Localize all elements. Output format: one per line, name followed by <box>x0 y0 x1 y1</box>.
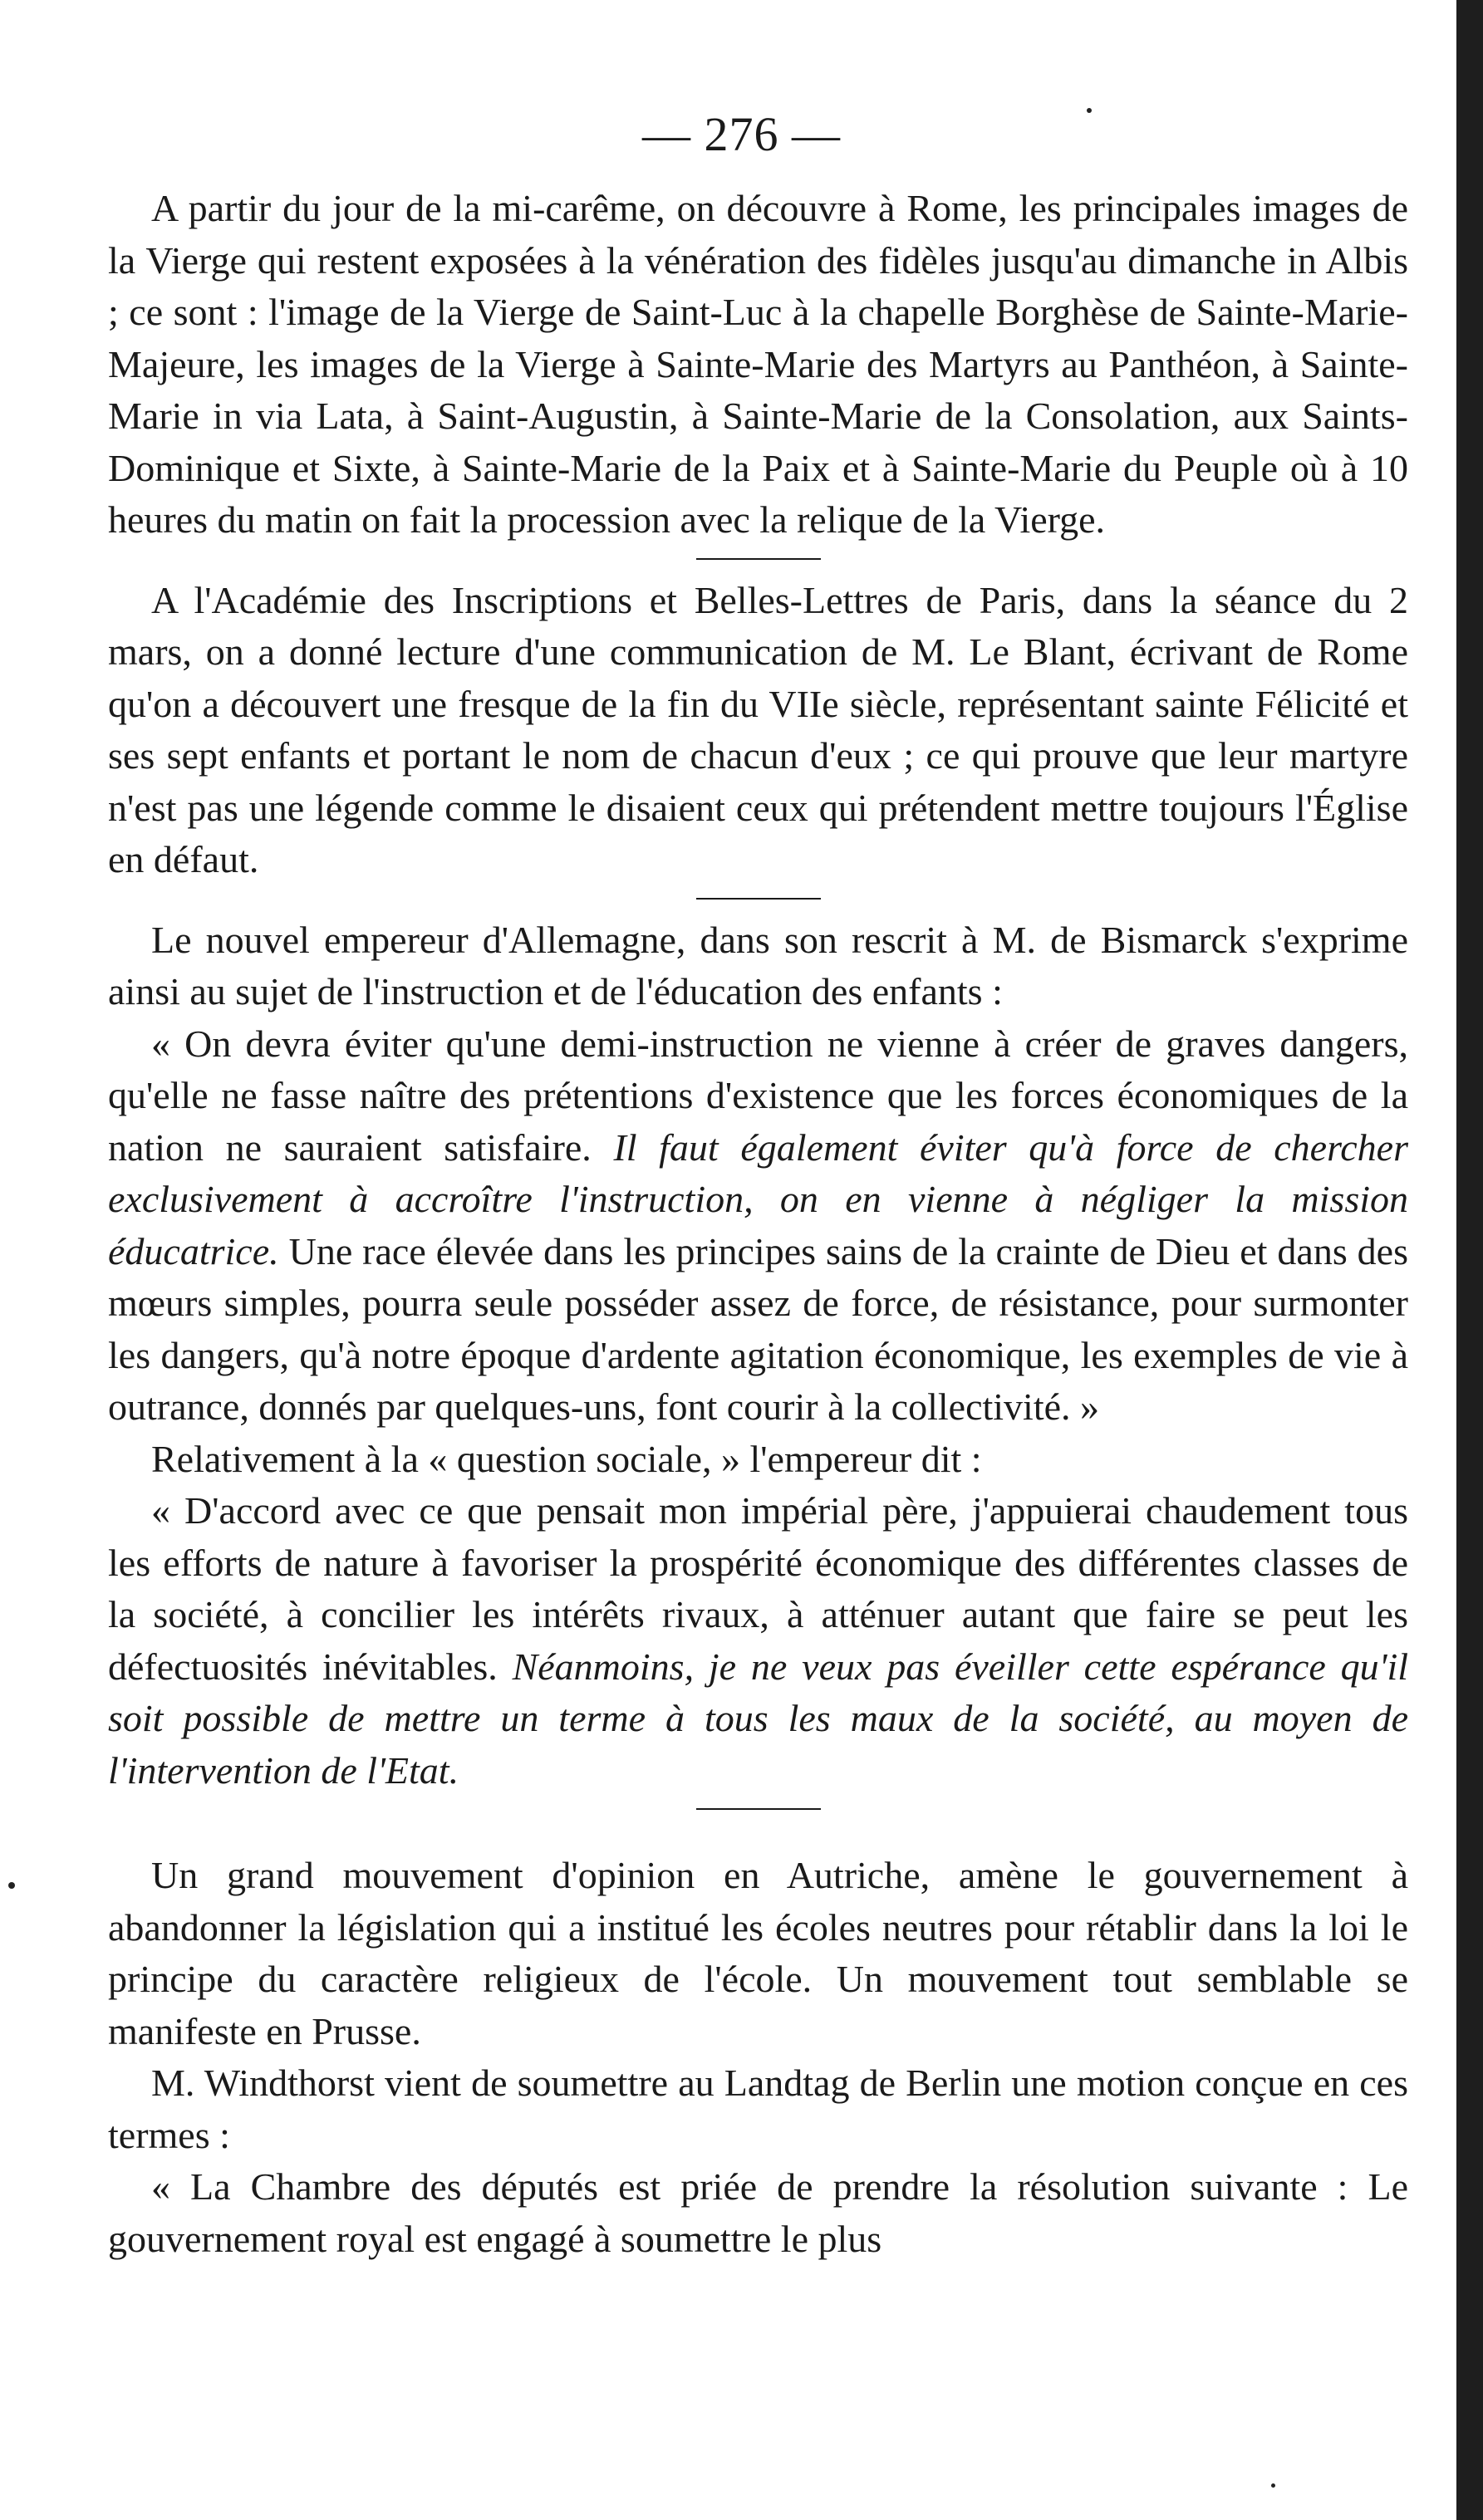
rescrit-quote-instruction <box>108 1018 1408 1434</box>
page-number: — 276 — <box>642 107 841 161</box>
rescrit-intro: Le nouvel empereur d'Allemagne, dans son rescrit à M. de Bismarck s'exprime ainsi au sujet de l'instruction et de l'éducation des enfants : <box>108 918 1408 1012</box>
article-ecoles-neutres <box>108 1850 1408 2265</box>
article-empereur-rescrit <box>108 914 1408 1797</box>
quote-italic-text: Néanmoins, je ne veux pas éveiller cette espérance qu'il soit possible de mettre un terme à tous les maux de la société, au moyen de l'intervention de l'Etat. <box>108 1645 1409 1792</box>
ecoles-paragraph: Un grand mouvement d'opinion en Autriche, amène le gouvernement à abandonner la législation qui a institué les écoles neutres pour rétablir dans la loi le principe du caractère religieux de l'école. Un mouvement tout semblable se manifeste en Prusse. <box>108 1854 1408 2052</box>
quote-italic-text: Il faut également éviter qu'à force de chercher exclusivement à accroître l'instruction, on en vienne à négliger la mission éducatrice. <box>108 1125 1408 1272</box>
windthorst-paragraph: M. Windthorst vient de soumettre au Landtag de Berlin une motion conçue en ces termes : <box>108 2062 1408 2156</box>
motion-paragraph: « La Chambre des députés est priée de prendre la résolution suivante : Le gouvernement royal est engagé à soumettre le plus <box>108 2165 1408 2260</box>
page-edge-shadow <box>1456 0 1483 2520</box>
quote-text: Une race élevée dans les principes sains de la crainte de Dieu et dans des mœurs simples, pourra seule posséder assez de force, de résistance, pour surmonter les dangers, qu'à notre époque d'ardente agitation économique, les exemples de vie à outrance, donnés par quelques-uns, font courir à la collectivité. » <box>108 1229 1408 1428</box>
article-rome-images: A partir du jour de la mi-carême, on découvre à Rome, les principales images de la Vierge qui restent exposées à la vénération des fidèles jusqu'au dimanche in Albis ; ce sont : l'image de la Vierge de Saint-Luc à la chapelle Borghèse de Sainte-Marie-Majeure, les images de la Vierge à Sainte-Marie des Martyrs au Panthéon, à Sainte-Marie in via Lata, à Saint-Augustin, à Sainte-Marie de la Consolation, aux Saints-Dominique et Sixte, à Sainte-Marie de la Paix et à Sainte-Marie du Peuple où à 10 heures du matin on fait la procession avec la relique de la Vierge. <box>108 187 1408 541</box>
rescrit-transition: Relativement à la « question sociale, » l'empereur dit : <box>151 1437 982 1480</box>
quote-text: « D'accord avec ce que pensait mon impérial père, j'appuierai chaudement tous les efforts de nature à favoriser la prospérité économique des différentes classes de la société, à concilier les intérêts rivaux, à atténuer autant que faire se peut les défectuosités inévitables. <box>108 1489 1408 1688</box>
section-divider <box>696 898 821 900</box>
section-divider <box>696 1808 821 1810</box>
print-speck <box>8 1882 15 1889</box>
article-academie-fresque: A l'Académie des Inscriptions et Belles-Lettres de Paris, dans la séance du 2 mars, on a donné lecture d'une communication de M. Le Blant, écrivant de Rome qu'on a découvert une fresque de la fin du VIIe siècle, représentant sainte Félicité et ses sept enfants et portant le nom de chacun d'eux ; ce qui prouve que leur martyre n'est pas une légende comme le disaient ceux qui prétendent mettre toujours l'Église en défaut. <box>108 578 1408 880</box>
section-divider <box>696 558 821 560</box>
page-body <box>108 183 1408 2265</box>
quote-text: « On devra éviter qu'une demi-instruction ne vienne à créer de graves dangers, qu'elle ne fasse naître des prétentions d'existence que les forces économiques de la nation ne sauraient satisfaire. <box>108 1022 1408 1169</box>
print-speck <box>1271 2483 1275 2488</box>
section-gap <box>108 1825 1408 1850</box>
rescrit-quote-sociale <box>108 1485 1408 1797</box>
